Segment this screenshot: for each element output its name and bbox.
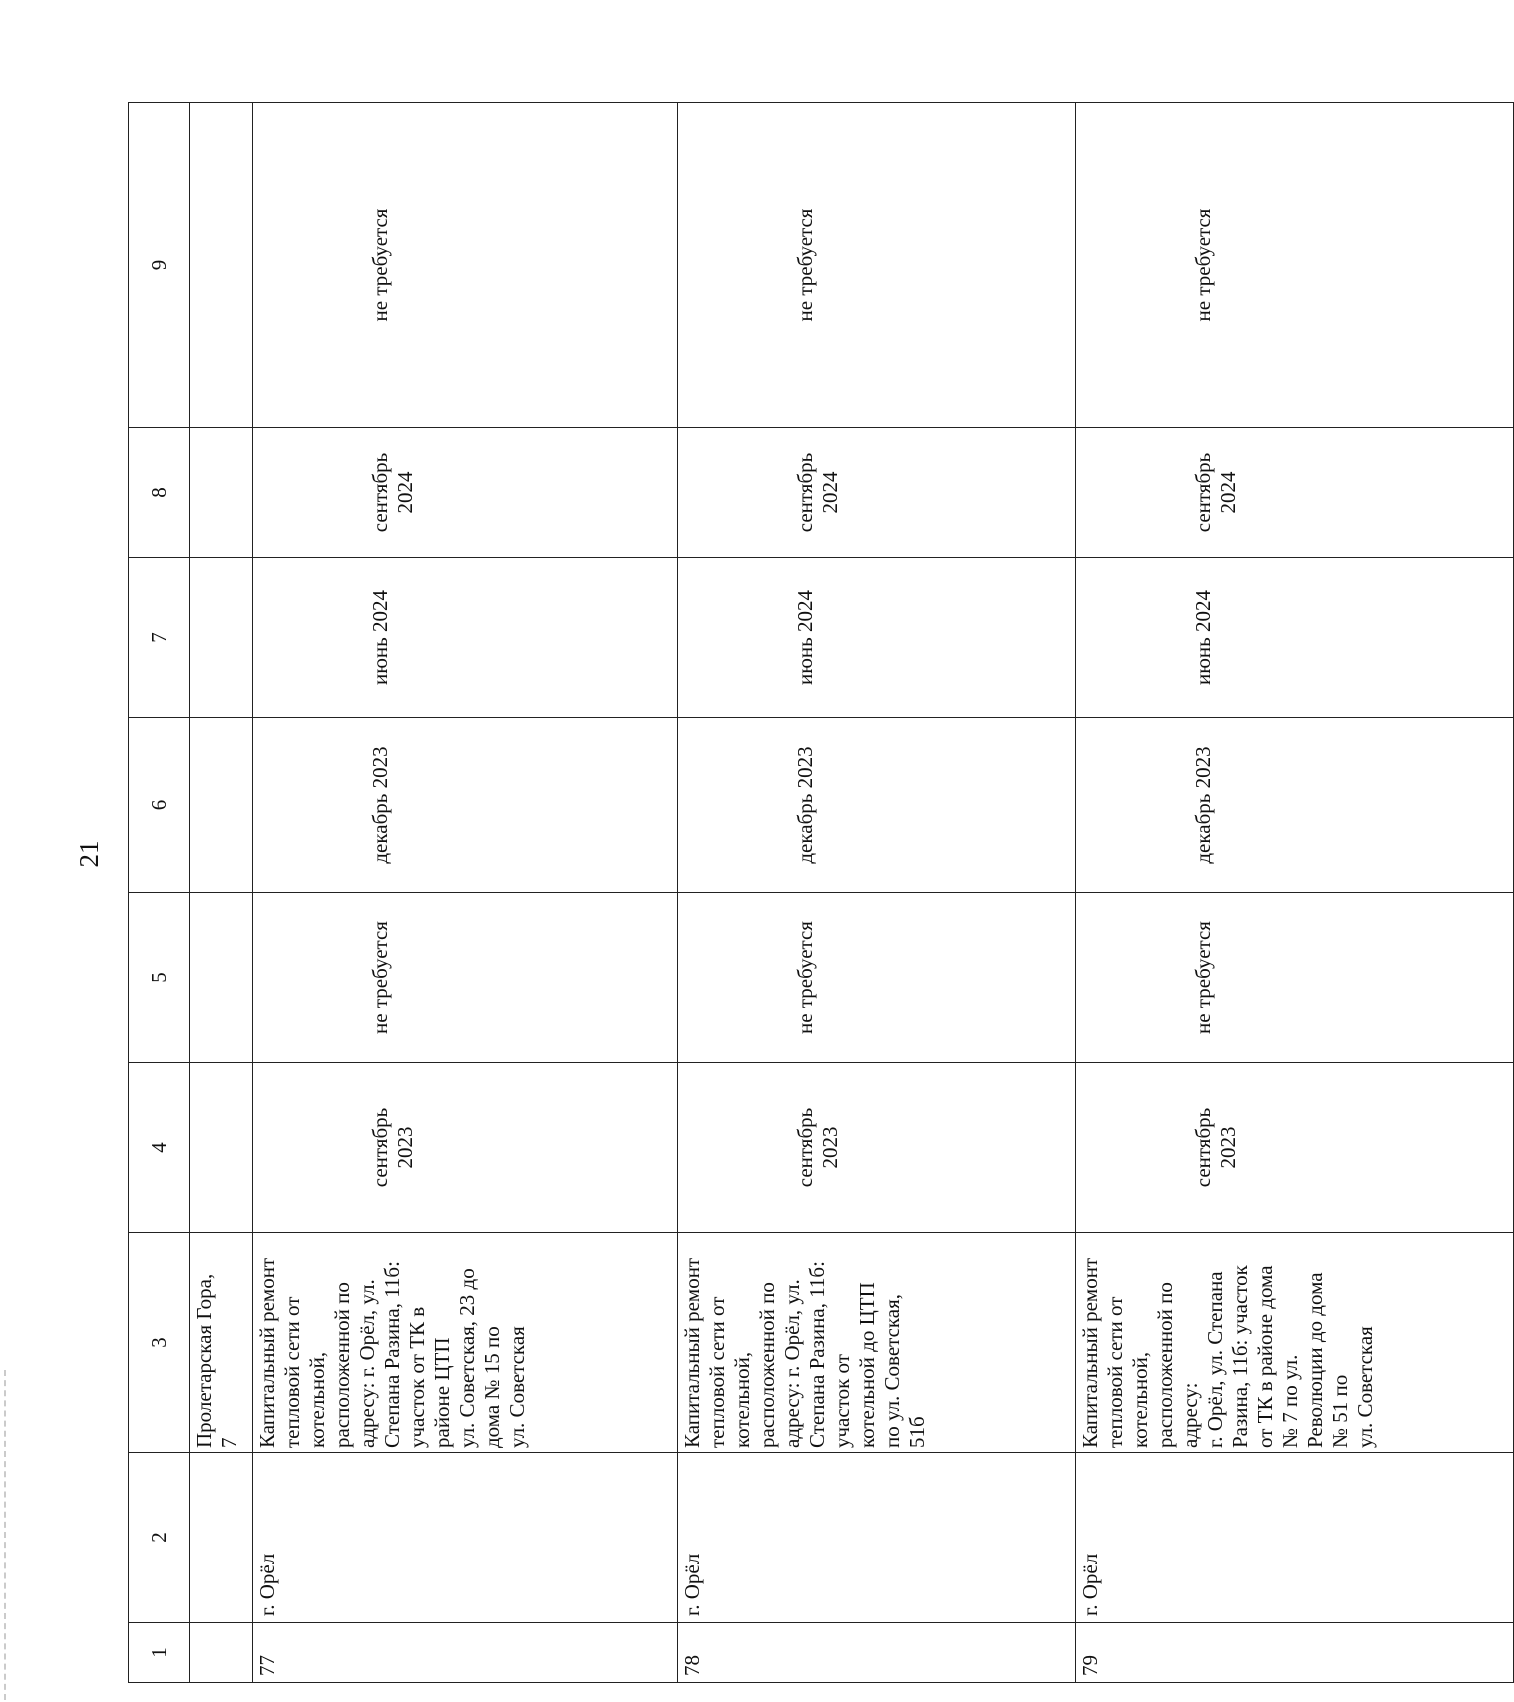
row-city: г. Орёл xyxy=(253,1453,678,1623)
table-cell xyxy=(190,893,253,1063)
row-col5: не требуется xyxy=(1076,893,1514,1063)
row-col6: декабрь 2023 xyxy=(678,718,1076,893)
row-col6: декабрь 2023 xyxy=(1076,718,1514,893)
schedule-table xyxy=(128,102,1514,1683)
scan-edge-mark xyxy=(4,1370,8,1700)
row-col5: не требуется xyxy=(678,893,1076,1063)
table-cell xyxy=(190,428,253,558)
column-header-3: 3 xyxy=(129,1233,190,1453)
row-col4: сентябрь 2023 xyxy=(253,1063,678,1233)
table-row xyxy=(253,103,678,1683)
column-header-5: 5 xyxy=(129,893,190,1063)
continuation-row xyxy=(190,103,253,1683)
table-row xyxy=(1076,103,1514,1683)
row-col4: сентябрь 2023 xyxy=(678,1063,1076,1233)
page-number: 21 xyxy=(73,840,104,868)
row-city: г. Орёл xyxy=(1076,1453,1514,1623)
row-col7: июнь 2024 xyxy=(253,558,678,718)
row-description: Капитальный ремонт тепловой сети от котельной, расположенной по адресу: г. Орёл, ул. Степана Разина, 11б: участок от ТК в районе ЦТП ул. Советская, 23 до дома № 15 по ул. Советская xyxy=(253,1233,678,1453)
row-col6: декабрь 2023 xyxy=(253,718,678,893)
table-cell xyxy=(190,103,253,428)
column-header-8: 8 xyxy=(129,428,190,558)
row-col5: не требуется xyxy=(253,893,678,1063)
row-col4: сентябрь 2023 xyxy=(1076,1063,1514,1233)
row-col8: сентябрь 2024 xyxy=(678,428,1076,558)
row-number: 77 xyxy=(253,1623,678,1683)
row-city: г. Орёл xyxy=(678,1453,1076,1623)
table-cell xyxy=(190,558,253,718)
table-cell xyxy=(190,1623,253,1683)
row-col8: сентябрь 2024 xyxy=(1076,428,1514,558)
table-cell xyxy=(190,718,253,893)
row-number: 78 xyxy=(678,1623,1076,1683)
row-col7: июнь 2024 xyxy=(1076,558,1514,718)
row-col8: сентябрь 2024 xyxy=(253,428,678,558)
column-header-2: 2 xyxy=(129,1453,190,1623)
table-frame xyxy=(128,103,1377,1683)
column-header-7: 7 xyxy=(129,558,190,718)
row-col9: не требуется xyxy=(678,103,1076,428)
column-header-6: 6 xyxy=(129,718,190,893)
continuation-address: Пролетарская Гора, 7 xyxy=(190,1233,253,1453)
column-header-4: 4 xyxy=(129,1063,190,1233)
rotated-table-container xyxy=(128,103,1377,1683)
column-header-9: 9 xyxy=(129,103,190,428)
table-row xyxy=(678,103,1076,1683)
header-row xyxy=(129,103,190,1683)
row-col9: не требуется xyxy=(253,103,678,428)
row-description: Капитальный ремонт тепловой сети от котельной, расположенной по адресу: г. Орёл, ул. Степана Разина, 11б: участок от котельной до ЦТП по ул. Советская, 51б xyxy=(678,1233,1076,1453)
row-col9: не требуется xyxy=(1076,103,1514,428)
row-col7: июнь 2024 xyxy=(678,558,1076,718)
column-header-1: 1 xyxy=(129,1623,190,1683)
table-cell xyxy=(190,1453,253,1623)
row-description: Капитальный ремонт тепловой сети от котельной, расположенной по адресу: г. Орёл, ул. Степана Разина, 11б: участок от ТК в районе дома № 7 по ул. Революции до дома № 51 по ул. Советская xyxy=(1076,1233,1514,1453)
table-cell xyxy=(190,1063,253,1233)
row-number: 79 xyxy=(1076,1623,1514,1683)
